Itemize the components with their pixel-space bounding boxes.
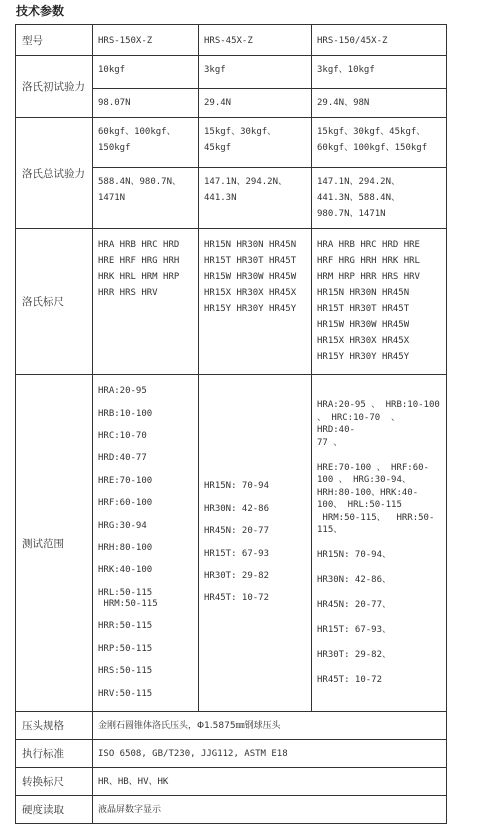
- table-cell: HRA:20-95 HRB:10-100 HRC:10-70 HRD:40-77 HRE:70-100 HRF:60-100 HRG:30-94 HRH:80-100 HRK:40-100 HRL:50-115 HRM:50-115 HRR:50-115 HRP:50-115 HRS:50-115 HRV:50-115: [93, 375, 199, 712]
- table-cell: HRS-45X-Z: [199, 25, 312, 56]
- spec-table: [15, 24, 447, 824]
- table-row: [16, 375, 447, 712]
- table-cell: HRA HRB HRC HRD HRE HRF HRG HRH HRK HRL HRM HRP HRR HRS HRV: [93, 229, 199, 375]
- row-label: 型号: [16, 25, 93, 56]
- row-label: 执行标准: [16, 740, 93, 768]
- row-label: 洛氏总试验力: [16, 118, 93, 229]
- table-cell: 3kgf、10kgf 29.4N、98N: [312, 56, 447, 118]
- table-cell: HRA HRB HRC HRD HRE HRF HRG HRH HRK HRL HRM HRP HRR HRS HRV HR15N HR30N HR45N HR15T HR30T HR45T HR15W HR30W HR45W HR15X HR30X HR45X HR15Y HR30Y HR45Y: [312, 229, 447, 375]
- table-cell: HRS-150/45X-Z: [312, 25, 447, 56]
- table-cell: HRA:20-95 、 HRB:10-100 、 HRC:10-70 、 HRD:40- 77 、 HRE:70-100 、 HRF:60- 100 、 HRG:30-94、 HRH:80-100、HRK:40- 100、 HRL:50-115 HRM:50-115、 HRR:50- 115、 HR15N: 70-94、 HR30N: 42-86、 HR45N: 20-77、 HR15T: 67-93、 HR30T: 29-82、 HR45T: 10-72: [312, 375, 447, 712]
- table-row: [16, 740, 447, 768]
- table-row: [16, 25, 447, 56]
- section-heading: 技术参数: [16, 4, 65, 18]
- row-label: 洛氏标尺: [16, 229, 93, 375]
- table-cell: 15kgf、30kgf、 45kgf 147.1N、294.2N、 441.3N: [199, 118, 312, 229]
- table-row: [16, 796, 447, 824]
- table-cell: 15kgf、30kgf、45kgf、 60kgf、100kgf、150kgf 147.1N、294.2N、 441.3N、588.4N、 980.7N、1471N: [312, 118, 447, 229]
- table-row: [16, 118, 447, 229]
- row-label: 测试范围: [16, 375, 93, 712]
- table-row: [16, 712, 447, 740]
- row-label: 硬度读取: [16, 796, 93, 824]
- table-row: [16, 768, 447, 796]
- table-cell: 3kgf 29.4N: [199, 56, 312, 118]
- table-cell: 10kgf 98.07N: [93, 56, 199, 118]
- row-label: 洛氏初试验力: [16, 56, 93, 118]
- table-cell: HRS-150X-Z: [93, 25, 199, 56]
- table-cell: 60kgf、100kgf、 150kgf 588.4N、980.7N、 1471N: [93, 118, 199, 229]
- table-row: [16, 56, 447, 118]
- table-cell: HR15N: 70-94 HR30N: 42-86 HR45N: 20-77 HR15T: 67-93 HR30T: 29-82 HR45T: 10-72: [199, 375, 312, 712]
- table-cell: ISO 6508, GB/T230, JJG112, ASTM E18: [93, 740, 447, 768]
- table-cell: 液晶屏数字显示: [93, 796, 447, 824]
- row-label: 压头规格: [16, 712, 93, 740]
- table-row: [16, 229, 447, 375]
- table-cell: 金刚石圆锥体洛氏压头，Φ1.5875㎜钢球压头: [93, 712, 447, 740]
- table-cell: HR、HB、HV、HK: [93, 768, 447, 796]
- table-cell: HR15N HR30N HR45N HR15T HR30T HR45T HR15W HR30W HR45W HR15X HR30X HR45X HR15Y HR30Y HR45Y: [199, 229, 312, 375]
- row-label: 转换标尺: [16, 768, 93, 796]
